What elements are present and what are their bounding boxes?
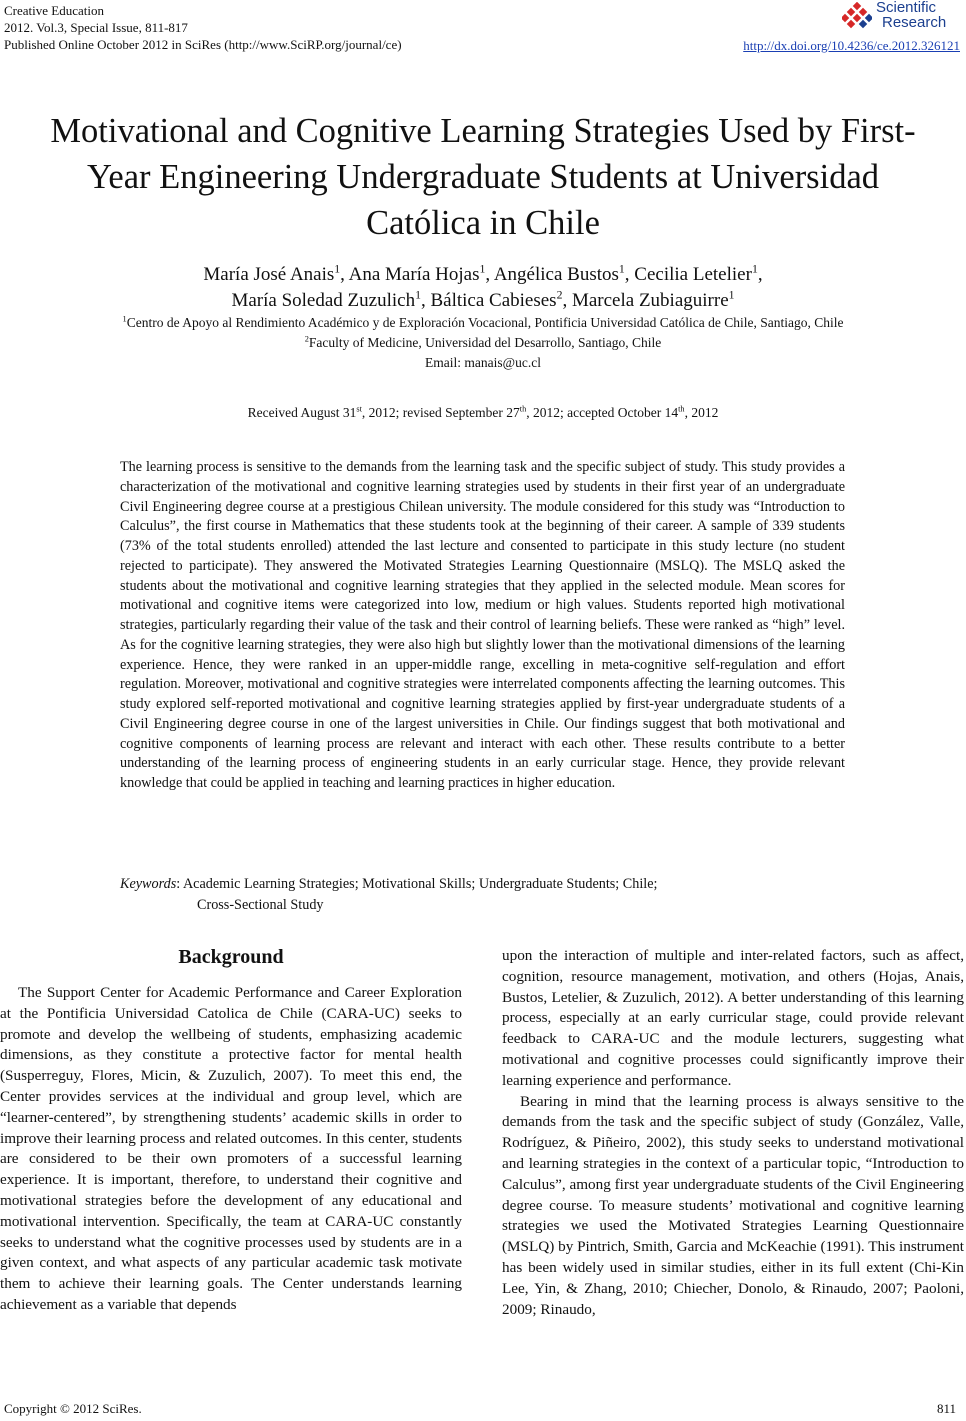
affiliation-2: $^2$Faculty of Medicine, Universidad del Desarrollo, Santiago, Chile: [304, 334, 662, 350]
paragraph: The Support Center for Academic Performance and Career Exploration at the Pontificia Universidad Catolica de Chile (CARA-UC) seeks to promote and develop the wellbeing of students, emphasizing academic dimensions, as they constitute a protective factor for mental health (Susperreguy, Flores, Micin, & Zuzulich, 2007). To meet this end, the Center provides services at the individual and group level, which are “learner-centered”, by strengthening students’ academic skills in order to improve their learning process and related outcomes. In this center, students are considered to be their own promoters of a successful learning experience. It is important, therefore, to understand their cognitive and motivational strategies before the development of any educational and motivational intervention. Specifically, the team at CARA-UC constantly seeks to understand what the cognitive processes used by students are in a given context, and what aspects of any particular academic task motivate them to achieve their learning goals. The Center understands learning achievement as a variable that depends: [0, 984, 462, 1313]
scientific-research-logo: [840, 0, 960, 34]
affiliation-1: $^1$Centro de Apoyo al Rendimiento Académico y de Exploración Vocacional, Pontificia Universidad Católica de Chile, Santiago, Chile: [122, 314, 844, 330]
paper-title: Motivational and Cognitive Learning Strategies Used by First-Year Engineering Undergraduate Students at Universidad Católica in Chile: [50, 112, 916, 242]
paragraph: upon the interaction of multiple and inter-related factors, such as affect, cognition, resource management, motivation, and others (Hojas, Anais, Bustos, Letelier, & Zuzulich, 2012). A better understanding of this learning process, especially at an early curricular stage, could provide relevant feedback to CARA-UC and the module lecturers, suggesting what motivational and cognitive processes could significantly improve their learning experience and performance.: [502, 947, 964, 1089]
right-column: [502, 946, 964, 1320]
journal-published: Published Online October 2012 in SciRes (http://www.SciRP.org/journal/ce): [4, 37, 402, 52]
page-number: 811: [936, 1401, 956, 1416]
journal-name: Creative Education: [4, 3, 104, 18]
doi-link[interactable]: http://dx.doi.org/10.4236/ce.2012.326121: [743, 38, 960, 53]
author-name: Angélica Bustos: [493, 264, 619, 285]
logo-diamond-icon: [842, 2, 872, 32]
logo-text: Scientific Research: [876, 0, 947, 31]
keywords-label: Keywords: [120, 876, 177, 892]
copyright: Copyright © 2012 SciRes.: [4, 1401, 142, 1416]
journal-volume: 2012. Vol.3, Special Issue, 811-817: [4, 20, 188, 35]
received-dates: Received August 31st, 2012; revised September 27th, 2012; accepted October 14th, 2012: [247, 404, 719, 420]
author-list: María José Anais$^1$, Ana María Hojas$^1$, Angélica Bustos$^1$, Cecilia Letelier$^1$, María Soledad Zuzulich$^1$, Báltica Cabieses$^2$, Marcela Zubiaguirre$^1$: [203, 262, 763, 311]
author-name: Báltica Cabieses: [430, 290, 557, 311]
abstract: The learning process is sensitive to the demands from the learning task and the specific subject of study. This study provides a characterization of the motivational and cognitive learning strategies used by students in their first year of an undergraduate Civil Engineering degree course at a prestigious Chilean university. The module considered for this study was “Introduction to Calculus”, the first course in Mathematics that these students took at the beginning of their career. A sample of 339 students (73% of the total students enrolled) attended the last lecture and consented to participate in this study lecture (no student rejected to participate). They answered the Motivated Strategies Learning Questionnaire (MSLQ). The MSLQ asked the students about the motivational and cognitive learning strategies that they applied in the selected module. Mean scores for motivational and cognitive items were categorized into low, medium or high values. Students reported high motivational strategies, particularly regarding their value of the task and their control of learning beliefs. These were ranked as “high” level. As for the cognitive learning strategies, they were also high but slightly lower than the motivational dimensions of the learning experience. Hence, they were ranked in an upper-middle range, excelling in meta-cognitive self-regulation and effort regulation. Moreover, motivational and cognitive strategies were interrelated components affecting the learning outcomes. This study explored self-reported motivational and cognitive learning strategies applied by first-year undergraduate students of a Civil Engineering degree course in one of the largest universities in Chile. Our findings suggest that both motivational and cognitive components of learning process are relevant and interact with each other. These results contribute to a better understanding of the learning process of engineering students in an early curricular stage. Hence, they provide relevant knowledge that could be applied in teaching and learning practices in higher education.: [120, 459, 845, 791]
journal-header: [4, 2, 402, 53]
left-column: [0, 983, 462, 1316]
section-heading-background: Background: [178, 946, 284, 968]
affiliations: [110, 313, 856, 373]
contact-email: Email: manais@uc.cl: [425, 355, 541, 370]
author-name: Marcela Zubiaguirre: [571, 290, 729, 311]
author-name: Ana María Hojas: [348, 264, 480, 285]
author-name: María Soledad Zuzulich: [231, 290, 416, 311]
keywords: Keywords: Academic Learning Strategies; Motivational Skills; Undergraduate Students; Chile; Cross-Sectional Study: [120, 876, 658, 913]
author-name: María José Anais: [203, 264, 335, 285]
author-name: Cecilia Letelier: [634, 264, 752, 285]
paragraph: Bearing in mind that the learning process is always sensitive to the demands from the task and the specific subject of study (González, Valle, Rodríguez, & Piñeiro, 2002), this study seeks to understand motivational and learning strategies in the context of a particular topic, “Introduction to Calculus”, among first year undergraduate students of the Civil Engineering degree course. To measure students’ motivational and cognitive learning strategies we used the Motivated Strategies Learning Questionnaire (MSLQ) by Pintrich, Smith, Garcia and McKeachie (1991). This instrument has been widely used in similar studies, either in its full extent (Chi-Kin Lee, Yin, & Zhang, 2010; Chiecher, Donolo, & Rinaudo, 2007; Paoloni, 2009; Rinaudo,: [502, 1092, 965, 1318]
